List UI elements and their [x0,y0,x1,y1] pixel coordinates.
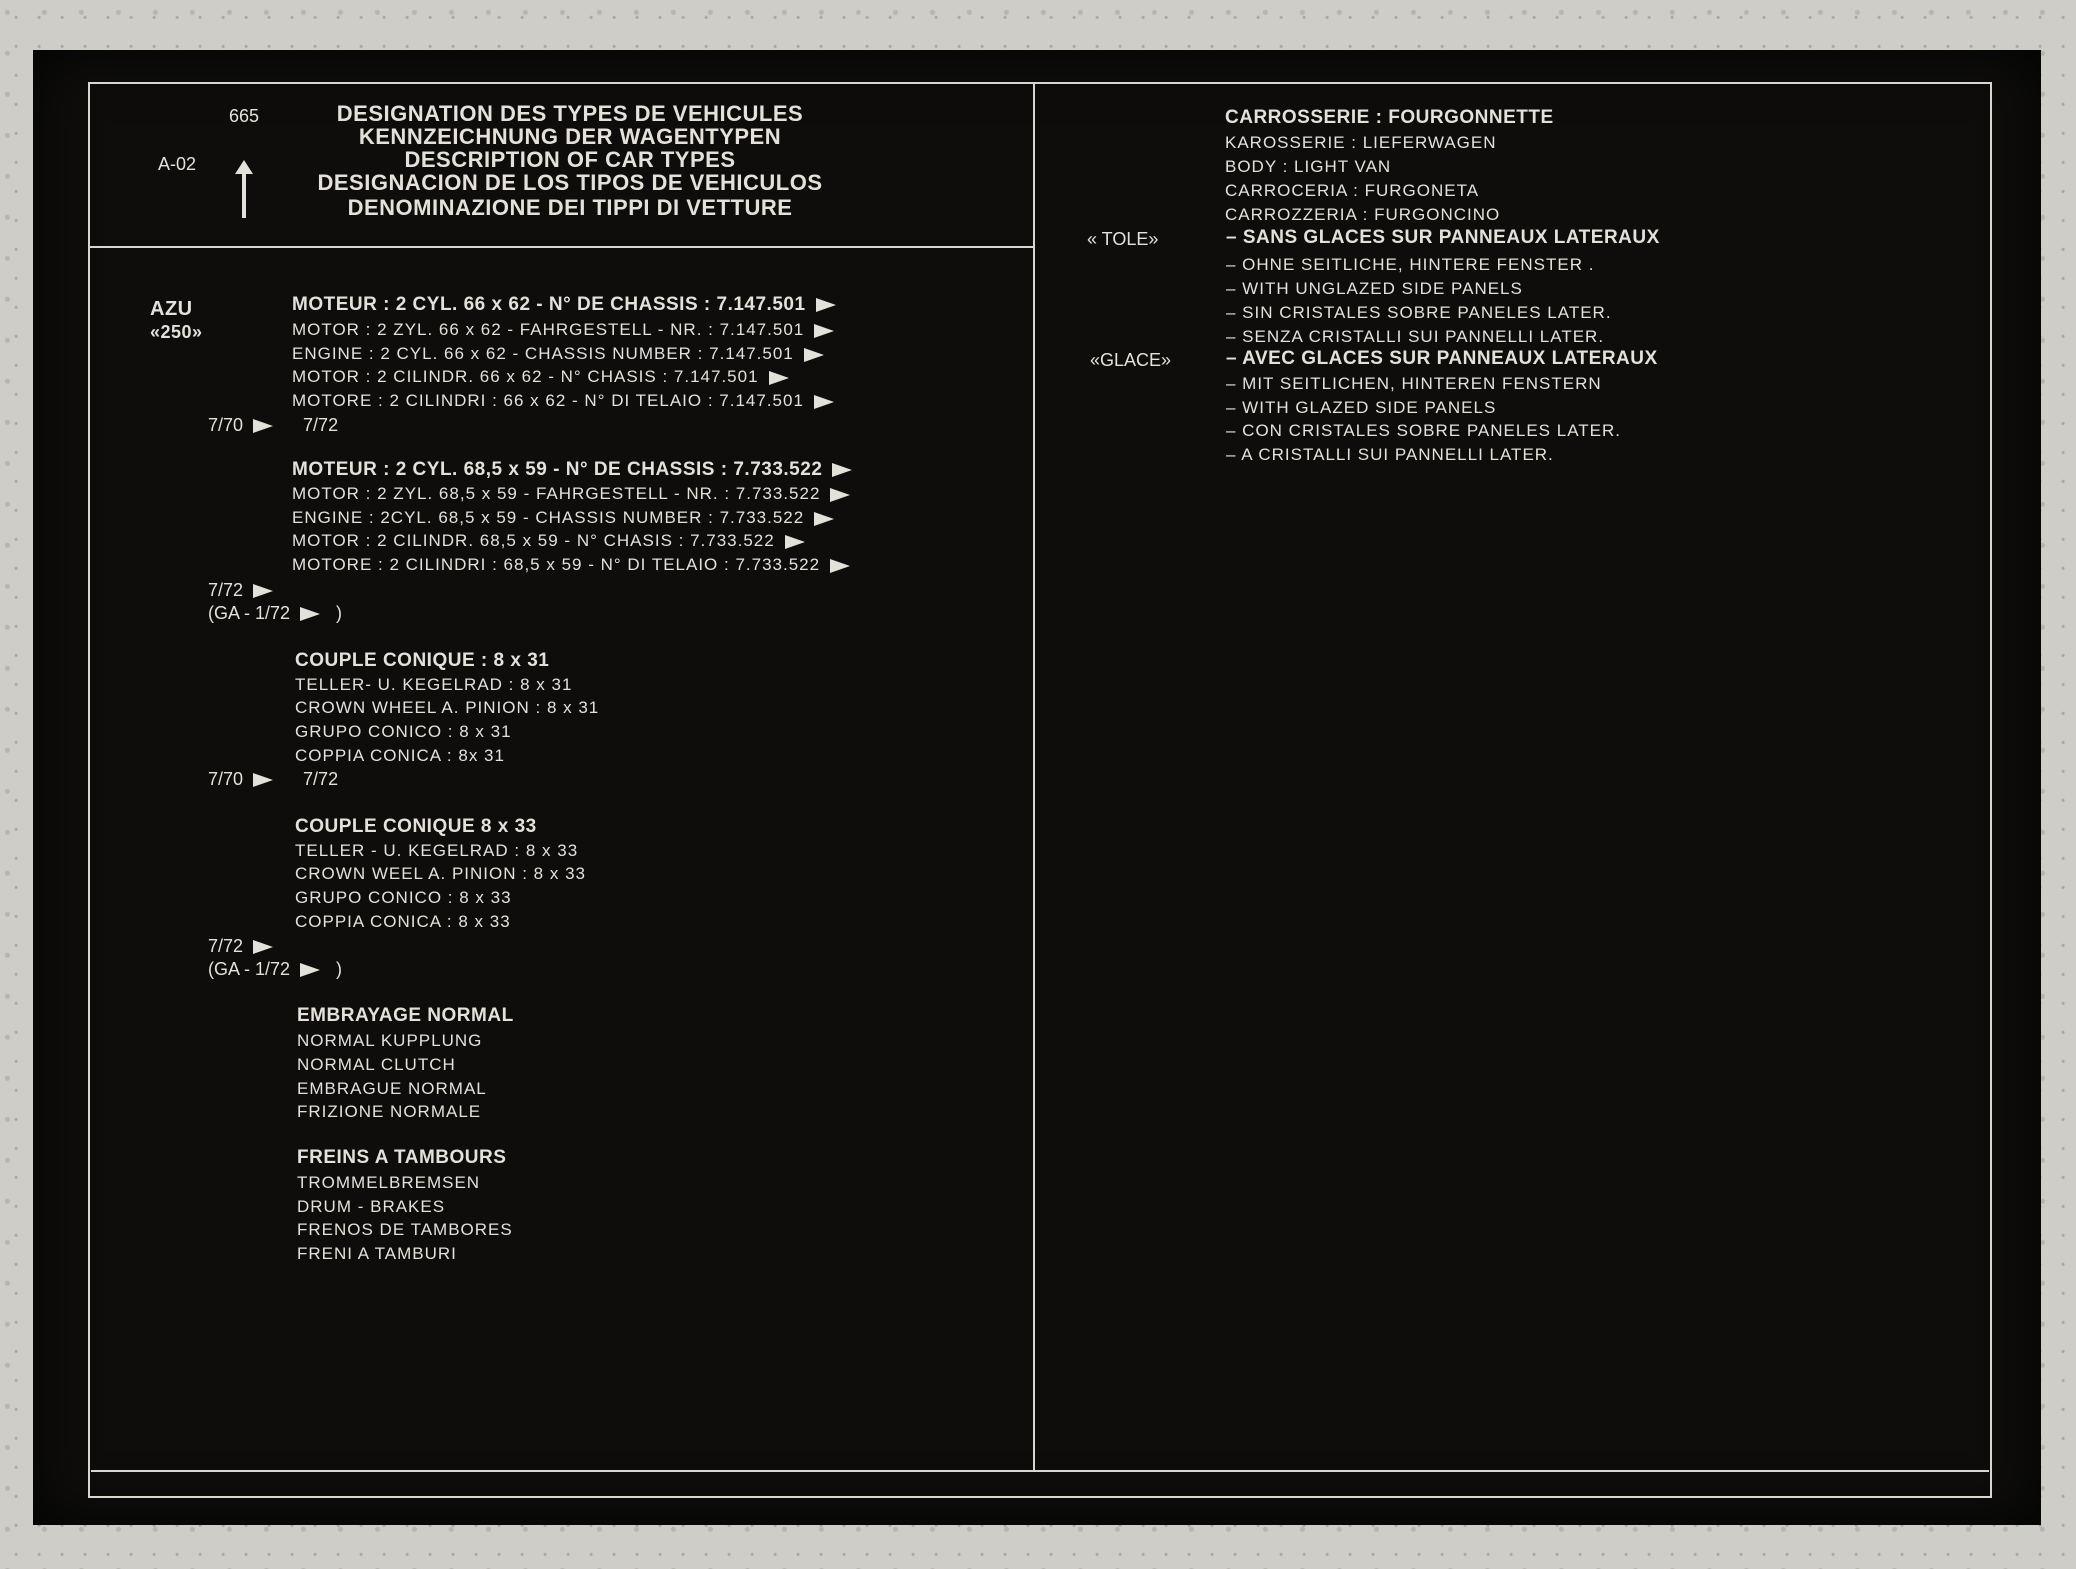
crown1-line-it: COPPIA CONICA : 8x 31 [295,746,505,765]
engine2-date-note: (GA - 1/72 ) [208,603,343,623]
crown2-line-en: CROWN WEEL A. PINION : 8 x 33 [295,864,586,883]
engine1-line-fr: MOTEUR : 2 CYL. 66 x 62 - N° DE CHASSIS : 7.147.501 [292,294,836,316]
tole-line-de: – OHNE SEITLICHE, HINTERE FENSTER . [1226,255,1595,274]
clutch-line-de: NORMAL KUPPLUNG [297,1031,483,1050]
engine2-line-es: MOTOR : 2 CILINDR. 68,5 x 59 - N° CHASIS : 7.733.522 [292,531,805,551]
brakes-line-fr: FREINS A TAMBOURS [297,1147,507,1168]
header-title-es: DESIGNACION DE LOS TIPOS DE VEHICULOS [317,170,823,195]
clutch-line-it: FRIZIONE NORMALE [297,1102,482,1121]
body-line-en: BODY : LIGHT VAN [1225,157,1392,176]
glace-label: «GLACE» [1090,350,1172,370]
header-title-en: DESCRIPTION OF CAR TYPES [404,147,736,172]
body-line-fr: CARROSSERIE : FOURGONNETTE [1225,107,1554,128]
arrow-right-icon [814,324,834,338]
glace-line-en: – WITH GLAZED SIDE PANELS [1226,398,1497,417]
model-name: «250» [150,322,203,342]
engine2-line-it: MOTORE : 2 CILINDRI : 68,5 x 59 - N° DI TELAIO : 7.733.522 [292,555,850,575]
engine2-line-en: ENGINE : 2CYL. 68,5 x 59 - CHASSIS NUMBER : 7.733.522 [292,508,834,528]
crown2-line-it: COPPIA CONICA : 8 x 33 [295,912,511,931]
header-title-it: DENOMINAZIONE DEI TIPPI DI VETTURE [347,195,793,220]
arrow-right-icon [830,559,850,573]
tole-line-es: – SIN CRISTALES SOBRE PANELES LATER. [1226,303,1612,322]
arrow-right-icon [814,512,834,526]
engine1-line-it: MOTORE : 2 CILINDRI : 66 x 62 - N° DI TELAIO : 7.147.501 [292,391,834,411]
arrow-right-icon [300,963,320,977]
crown1-line-de: TELLER- U. KEGELRAD : 8 x 31 [295,675,573,694]
clutch-line-es: EMBRAGUE NORMAL [297,1079,487,1098]
arrow-right-icon [253,584,273,598]
tole-label: « TOLE» [1087,229,1159,249]
arrow-right-icon [804,348,824,362]
engine1-line-de: MOTOR : 2 ZYL. 66 x 62 - FAHRGESTELL - NR. : 7.147.501 [292,320,834,340]
reference-code: A-02 [158,154,197,174]
arrow-right-icon [785,535,805,549]
arrow-right-icon [769,371,789,385]
arrow-right-icon [300,607,320,621]
up-arrow-icon [242,170,246,218]
clutch-line-fr: EMBRAYAGE NORMAL [297,1005,514,1026]
engine2-line-fr: MOTEUR : 2 CYL. 68,5 x 59 - N° DE CHASSIS : 7.733.522 [292,459,852,481]
brakes-line-en: DRUM - BRAKES [297,1197,446,1216]
glace-line-es: – CON CRISTALES SOBRE PANELES LATER. [1226,421,1621,440]
body-line-de: KAROSSERIE : LIEFERWAGEN [1225,133,1497,152]
glace-line-de: – MIT SEITLICHEN, HINTEREN FENSTERN [1226,374,1602,393]
crown1-line-es: GRUPO CONICO : 8 x 31 [295,722,512,741]
arrow-right-icon [830,488,850,502]
arrow-right-icon [253,419,273,433]
engine1-line-es: MOTOR : 2 CILINDR. 66 x 62 - N° CHASIS : 7.147.501 [292,367,789,387]
brakes-line-it: FRENI A TAMBURI [297,1244,457,1263]
crown1-line-fr: COUPLE CONIQUE : 8 x 31 [295,650,550,671]
arrow-right-icon [253,940,273,954]
crown2-date-note: (GA - 1/72 ) [208,959,343,979]
arrow-right-icon [816,298,836,312]
crown2-line-de: TELLER - U. KEGELRAD : 8 x 33 [295,841,579,860]
crown2-line-fr: COUPLE CONIQUE 8 x 33 [295,816,537,837]
body-line-es: CARROCERIA : FURGONETA [1225,181,1480,200]
header-title-fr: DESIGNATION DES TYPES DE VEHICULES [336,101,804,126]
brakes-line-es: FRENOS DE TAMBORES [297,1220,513,1239]
crown2-date-from: 7/72 [208,936,273,957]
engine2-date-from: 7/72 [208,580,273,601]
engine1-line-en: ENGINE : 2 CYL. 66 x 62 - CHASSIS NUMBER : 7.147.501 [292,344,824,364]
arrow-right-icon [253,773,273,787]
clutch-line-en: NORMAL CLUTCH [297,1055,456,1074]
glace-line-fr: – AVEC GLACES SUR PANNEAUX LATERAUX [1226,348,1658,369]
engine2-line-de: MOTOR : 2 ZYL. 68,5 x 59 - FAHRGESTELL - NR. : 7.733.522 [292,484,850,504]
header-title-de: KENNZEICHNUNG DER WAGENTYPEN [358,124,782,149]
engine1-date-range: 7/70 7/72 [208,415,339,435]
brakes-line-de: TROMMELBREMSEN [297,1173,481,1192]
crown1-date-range: 7/70 7/72 [208,769,339,789]
tole-line-fr: – SANS GLACES SUR PANNEAUX LATERAUX [1226,227,1660,248]
model-code: AZU [150,298,193,320]
arrow-right-icon [814,395,834,409]
body-line-it: CARROZZERIA : FURGONCINO [1225,205,1501,224]
frame-bottom-rule [91,1470,1989,1472]
page-number: 665 [229,106,260,126]
tole-line-en: – WITH UNGLAZED SIDE PANELS [1226,279,1523,298]
crown1-line-en: CROWN WHEEL A. PINION : 8 x 31 [295,698,600,717]
header-rule [88,246,1035,248]
tole-line-it: – SENZA CRISTALLI SUI PANNELLI LATER. [1226,327,1605,346]
arrow-right-icon [832,463,852,477]
crown2-line-es: GRUPO CONICO : 8 x 33 [295,888,512,907]
glace-line-it: – A CRISTALLI SUI PANNELLI LATER. [1226,445,1554,464]
column-divider [1033,82,1035,1472]
